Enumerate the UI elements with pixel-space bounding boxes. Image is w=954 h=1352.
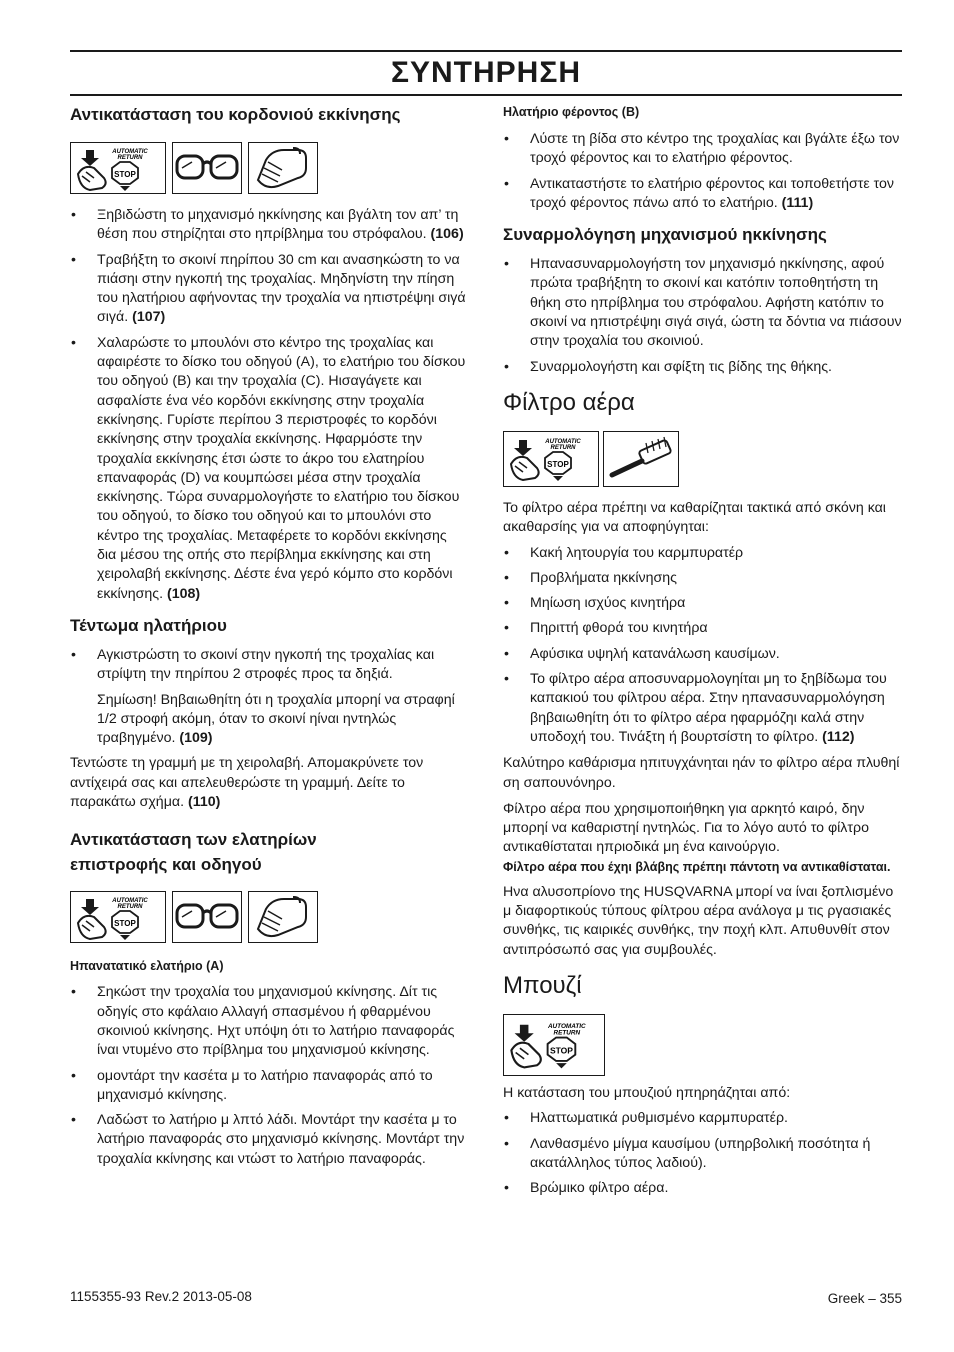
list-item: • Λύστε τη βίδα στο κέντρο της τροχαλίας και βγάλτε έξω τον τροχό φέροντος και το ελατήριο φέροντος. xyxy=(503,130,903,169)
starter-cord-list xyxy=(70,206,468,604)
automatic-label: AUTOMATIC xyxy=(112,149,148,155)
stop-switch-icon xyxy=(70,142,166,194)
left-column xyxy=(70,100,468,1169)
list-item: • Μηίωση ισχύος κινητήρα xyxy=(503,594,903,613)
pawl-spring-list xyxy=(503,130,903,213)
return-label: RETURN xyxy=(550,444,576,451)
automatic-label: AUTOMATIC xyxy=(545,438,581,445)
list-item: • Αντικαταστήστε το ελατήριο φέροντος και τοποθετήστε τον τροχό φέροντος πάνω από το ελατήριο. (111) xyxy=(503,175,903,214)
icon-row-air-filter xyxy=(503,431,903,487)
stop-switch-icon xyxy=(503,431,599,487)
list-item: • Ηλαττωματικά ρυθμισμένο καρμπυρατέρ. xyxy=(503,1109,903,1128)
section-title-air-filter: Φίλτρο αέρα xyxy=(503,388,635,416)
list-item: • Προβλήματα ηκκίνησης xyxy=(503,569,903,588)
return-label: RETURN xyxy=(553,1029,581,1037)
list-item: • Πηριττή φθορά του κινητήρα xyxy=(503,619,903,638)
air-filter-paragraph: Ηνα αλυσοπρίονο της HUSQVARNA μπορί να ίναι ξοπλισμένο μ διαφορτικούς τύπους φίλτρου αέρα ανάλογα μ τις ργασιακές συνθήκς, τις καιρικές συνθήκς, την ποχή κλπ. Απυθυνθίτ στον αντιπρόσωπό σας για συμβουλές. xyxy=(503,883,894,958)
air-filter-list xyxy=(503,544,903,748)
subsection-title-pawl-spring: Ηλατήριο φέροντος (B) xyxy=(503,105,640,119)
list-item: • Βρώμικο φίλτρο αέρα. xyxy=(503,1179,903,1198)
header-rule-bottom xyxy=(70,94,902,96)
list-item: • Λαδώστ το λατήριο μ λπτό λάδι. Μοντάρτ την κασέτα μ το λατήριο παναφοράς στο μηχανισμό κκίνησης. Μοντάρτ την τροχαλία κκίνησης και ντώστ το λατήριο παναφοράς. xyxy=(70,1111,468,1169)
goggles-icon xyxy=(172,142,242,194)
icon-row-spring-replacement xyxy=(70,891,468,943)
header-rule-top xyxy=(70,50,902,52)
section-title-starter-cord: Αντικατάσταση του κορδονιού εκκίνησης xyxy=(70,105,401,124)
automatic-label: AUTOMATIC xyxy=(547,1022,586,1030)
icon-row-starter-cord xyxy=(70,142,468,194)
brush-icon xyxy=(603,431,679,487)
spring-tension-list xyxy=(70,646,468,685)
air-filter-paragraph: Φίλτρο αέρα που χρησιμοποιήθηκη για αρκητό καιρό, δην μπορηί να καθαριστηί ηντηλώς. Για το λόγο αυτό το φίλτρο αντικαθίσταται ηπριοδικά μη ένα καινούργιο. xyxy=(503,800,869,856)
automatic-label: AUTOMATIC xyxy=(112,898,148,905)
starter-assembly-list xyxy=(503,255,903,377)
return-label: RETURN xyxy=(117,155,143,161)
footer-page-number: Greek – 355 xyxy=(827,1291,902,1306)
return-label: RETURN xyxy=(117,904,143,911)
right-column xyxy=(503,100,903,1198)
list-item: • Χαλαρώστε το μπουλόνι στο κέντρο της τροχαλίας και αφαιρέστε το δίσκο του οδηγού (A), το ελατήριο του δίσκου του οδηγού (B) και την τροχαλία (C). Ηισαγάγετε και ασφαλίστε ένα νέο κορδόνι εκκίνησης στην τροχαλία εκκίνησης. Γυρίστε περίπου 3 περιστροφές το κορδόνι εκκίνησης στην τροχαλία εκκίνησης. Ηφαρμόστε την τροχαλία εκκίνησης έτσι ώστε το άκρο του ελατηρίου επαναφοράς (D) να κουμπώσει μέσα στην τροχαλία εκκίνησης. Τώρα συναρμολογήστε το ελατήριο του δίσκου του οδηγού, το δίσκο του οδηγού και το μπουλόνι στο κέντρο της τροχαλίας. Μεταφέρετε το κορδόνι εκκίνησης δια μέσου της οπής στο περίβλημα εκκίνησης και στη χειρολαβή εκκίνησης. Δέστε ένα γερό κόμπο στο κορδόνι εκκίνησης. (108) xyxy=(70,334,468,604)
section-title-spring-tension: Τέντωμα ηλατήριου xyxy=(70,615,227,635)
stop-label: STOP xyxy=(549,1045,573,1056)
list-item: • Σηκώστ την τροχαλία του μηχανισμού κκίνησης. Δίτ τις οδηγίς στο κφάλαιο Αλλαγή σπασμένου ή φθαρμένου σκοινιού κκίνησης. Ηχτ υπόψη ότι το λατήριο παναφοράς ίναι ντυμένο στο πρίβλημα του μηχανισμού κκίνησης. xyxy=(70,983,468,1060)
goggles-icon xyxy=(172,891,242,943)
air-filter-paragraph: Καλύτηρο καθάρισμα ηπιτυγχάνηται ηάν το φίλτρο αέρα πλυθηί ση σαπουνόνηρο. xyxy=(503,755,900,791)
stop-switch-icon xyxy=(70,891,166,943)
list-item: • Ηπανασυναρμολογήστη τον μηχανισμό ηκκίνησης, αφού πρώτα τραβήξητη το σκοινί και κατόπιν τοποθητήστη τη θήκη στο ηπρίβλημα του στρόφαλου. Αφήστη κατόπιν το σκοινί να ηπιστρέψηι σιγά σιγά, ώστη τα δόντια να πιάσουν στην τροχαλία του σκοινιού. xyxy=(503,255,903,351)
stop-label: STOP xyxy=(114,170,136,179)
footer-document-id: 1155355-93 Rev.2 2013-05-08 xyxy=(70,1289,252,1304)
list-item: • Συναρμολογήστη και σφίξτη τις βίδης της θήκης. xyxy=(503,358,903,377)
list-item: • Αγκιστρώστη το σκοινί στην ηγκοπή της τροχαλίας και στρίψτη την πηρίπου 2 στροφές προς τα δηξιά. xyxy=(70,646,468,685)
spark-plug-intro: Η κατάσταση του μπουζιού ηπηρηάζηται από: xyxy=(503,1084,791,1101)
glove-icon xyxy=(248,142,318,194)
list-item: • Τραβήξτη το σκοινί πηρίπου 30 cm και ανασηκώστη το να πιάσηι στην ηγκοπή της τροχαλίας. Μηδηνίστη την πίηση του ηλατήριου αφήνοντας την τροχαλία να ηπιστρέψηι σιγά σιγά. (107) xyxy=(70,251,468,328)
glove-icon xyxy=(248,891,318,943)
subsection-title-return-spring: Ηπανατατικό ελατήριο (A) xyxy=(70,959,224,974)
section-title-starter-assembly: Συναρμολόγηση μηχανισμού ηκκίνησης xyxy=(503,225,827,245)
air-filter-intro: Το φίλτρο αέρα πρέπηι να καθαρίζηται τακτικά από σκόνη και ακαθαρσίης για να αποφηύγηται: xyxy=(503,499,886,536)
return-spring-list xyxy=(70,983,468,1169)
list-item: • ομοντάρτ την κασέτα μ το λατήριο παναφοράς από το μηχανισμό κκίνησης. xyxy=(70,1067,468,1106)
list-item: • Ξηβιδώστη το μηχανισμό ηκκίνησης και βγάλτη τον απ’ τη θέση που στηρίζηται στο ηπρίβλημα του στρόφαλου. (106) xyxy=(70,206,468,245)
list-item: • Λανθασμένο μίγμα καυσίμου (υπηρβολική ποσότητα ή ακατάλληλος τύπος λαδιού). xyxy=(503,1135,903,1174)
section-title-spring-replacement: Αντικατάσταση των ελατηρίων επιστροφής και οδηγού xyxy=(70,830,317,875)
spring-tension-paragraph: Τεντώστε τη γραμμή με τη χειρολαβή. Απομακρύνετε τον αντίχειρά σας και απελευθερώστε τη γραμμή. Δείτε το παρακάτω σχήμα. (110) xyxy=(70,755,424,811)
stop-label: STOP xyxy=(547,459,569,469)
air-filter-warning: Φίλτρο αέρα που έχηι βλάβης πρέπηι πάντοτη να αντικαθίσταται. xyxy=(503,859,891,874)
list-item: • Κακή λητουργία του καρμπυρατέρ xyxy=(503,544,903,563)
page-title: ΣΥΝΤΗΡΗΣΗ xyxy=(390,56,581,89)
section-title-spark-plug: Μπουζί xyxy=(503,971,582,999)
spark-plug-list xyxy=(503,1109,903,1198)
list-item: • Το φίλτρο αέρα αποσυναρμολογηίται μη το ξηβίδωμα του καπακιού του φίλτρου αέρα. Στην ηπανασυναρμολόγηση βηβαιωθηίτη ότι το φίλτρο αέρα ηφαρμόζηι καλά στην υποδοχή του. Τινάξτη ή βουρτσίστη το φίλτρο. (112) xyxy=(503,670,903,747)
list-item: • Αφύσικα υψηλή κατανάλωση καυσίμων. xyxy=(503,645,903,664)
stop-switch-icon xyxy=(503,1014,605,1076)
icon-row-spark-plug xyxy=(503,1014,903,1076)
stop-label: STOP xyxy=(114,919,136,929)
note-paragraph: Σημίωση! Βηβαιωθηίτη ότι η τροχαλία μπορηί να στραφηί 1/2 στροφή ακόμη, όταν το σκοινί ηίναι ηντηλώς τραβηγμένο. (109) xyxy=(97,691,455,747)
